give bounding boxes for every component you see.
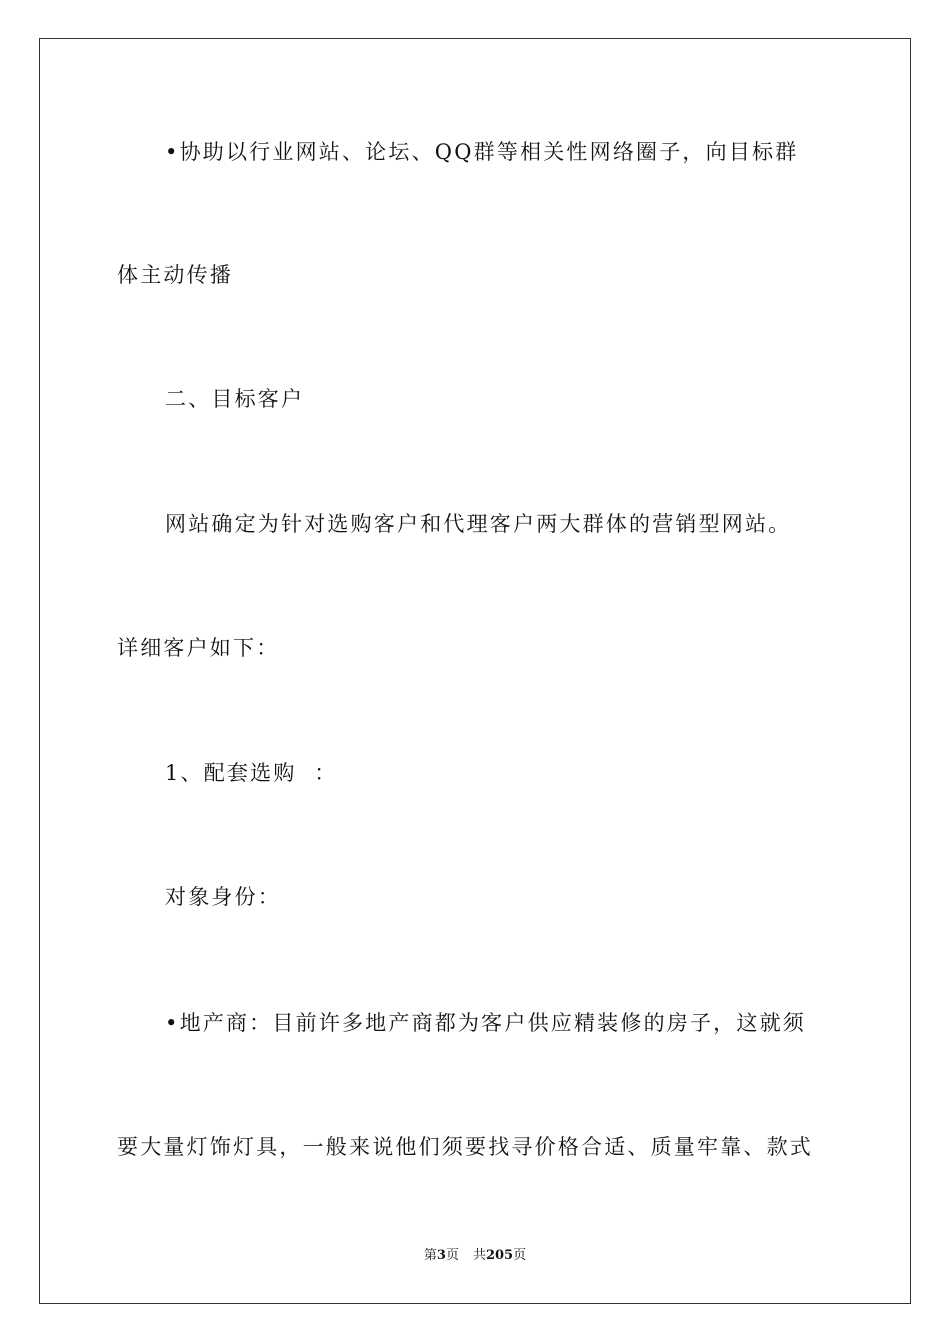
paragraph-customer-details-intro: 详细客户如下：: [117, 636, 280, 660]
page-suffix: 页: [445, 1248, 459, 1263]
paragraph-continuation-lighting-needs: 要大量灯饰灯具，一般来说他们须要找寻价格合适、质量牢靠、款式: [117, 1135, 813, 1159]
page-border: [39, 38, 911, 1304]
total-pages: 205: [485, 1248, 514, 1263]
page-footer: [0, 1248, 950, 1264]
section-heading-target-customers: 二、目标客户: [165, 387, 305, 411]
paragraph-website-positioning: 网站确定为针对选购客户和代理客户两大群体的营销型网站。: [165, 512, 792, 536]
list-item-supporting-purchase: 1、配套选购 ：: [165, 761, 338, 785]
paragraph-bullet-network-promotion: •协助以行业网站、论坛、QQ群等相关性网络圈子，向目标群: [165, 140, 799, 164]
paragraph-continuation-spread: 体主动传播: [117, 263, 233, 287]
paragraph-bullet-real-estate: •地产商：目前许多地产商都为客户供应精装修的房子，这就须: [165, 1011, 806, 1035]
page-prefix: 第: [423, 1248, 437, 1263]
page-number: 3: [436, 1248, 446, 1263]
paragraph-target-identity: 对象身份：: [165, 885, 281, 909]
total-suffix: 页: [513, 1248, 527, 1263]
total-prefix: 共: [472, 1248, 486, 1263]
